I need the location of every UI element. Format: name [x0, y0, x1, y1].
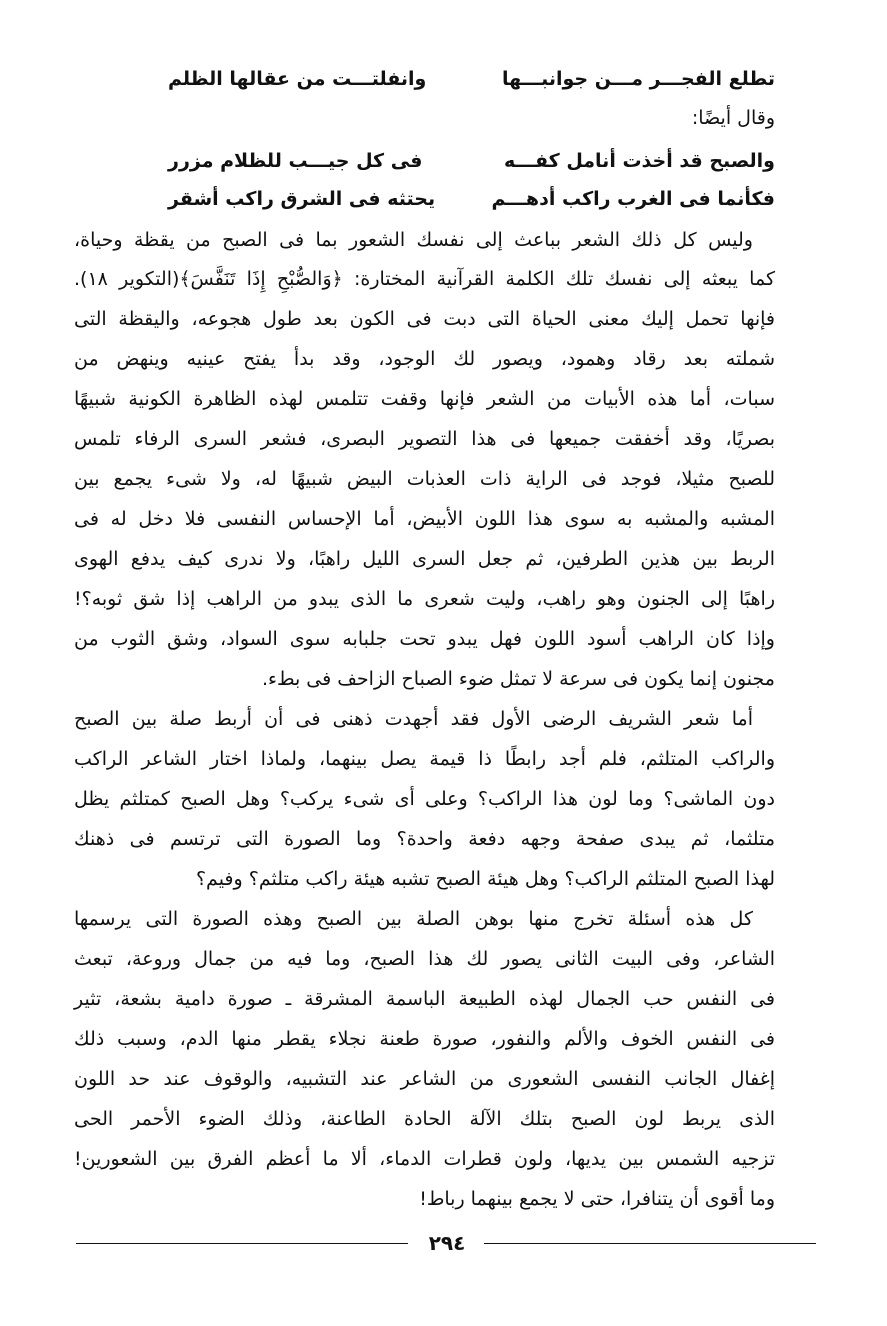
- body-line: سبات، أما هذه الأبيات من الشعر فإنها وقفت تتلمس لهذه الظاهرة الكونية شبيهًا: [74, 388, 775, 410]
- body-line-paragraph-end: وما أقوى أن يتنافرا، حتى لا يجمع بينهما رباط!: [419, 1188, 775, 1210]
- verse-intro-text: وقال أيضًا:: [691, 107, 775, 129]
- body-line: متلثما، ثم يبدى صفحة وجهه دفعة واحدة؟ وما الصورة التى ترتسم فى ذهنك: [74, 828, 775, 850]
- body-line: فإنها تحمل إليك معنى الحياة التى دبت فى الكون بعد طول هجوعه، واليقظة التى: [74, 308, 775, 330]
- body-line: تزجيه الشمس بين يديها، ولون قطرات الدماء، ألا ما أعظم الفرق بين الشعورين!: [74, 1148, 775, 1170]
- verse-line-1: [160, 62, 775, 96]
- body-line: الذى يربط لون الصبح بتلك الآلة الحادة الطاعنة، وذلك الضوء الأحمر الحى: [74, 1108, 775, 1130]
- body-line: الشاعر، وفى البيت الثانى يصور لك هذا الصبح، وما فيه من جمال وروعة، تبعث: [74, 948, 775, 970]
- body-line: وإذا كان الراهب أسود اللون فهل يبدو تحت جلبابه سوى السواد، وشق الثوب من: [74, 628, 775, 650]
- body-line: بصريًا، وقد أخفقت جميعها فى هذا التصوير البصرى، فشعر السرى الرفاء تلمس: [74, 428, 775, 450]
- verse-second-hemistich: فى كل جيـــب للظلام مزرر: [168, 150, 423, 172]
- body-line: دون الماشى؟ وما لون هذا الراكب؟ وعلى أى شىء يركب؟ وهل الصبح كمتلثم يظل: [74, 788, 775, 810]
- verse-first-hemistich: تطلع الفجـــر مـــن جوانبـــها: [501, 68, 775, 90]
- verse-first-hemistich: فكأنما فى الغرب راكب أدهـــم: [491, 188, 775, 210]
- verse-second-hemistich: يحتثه فى الشرق راكب أشقر: [168, 188, 436, 210]
- footer-rule-right: [484, 1243, 816, 1244]
- body-line: شملته بعد رقاد وهمود، ويصور لك الوجود، وقد بدأ يفتح عينيه وينهض من: [74, 348, 775, 370]
- footer-rule-left: [76, 1243, 408, 1244]
- body-line-paragraph-start: كل هذه أسئلة تخرج منها بوهن الصلة بين الصبح وهذه الصورة التى يرسمها: [74, 908, 753, 930]
- body-line: إغفال الجانب النفسى الشعورى من الشاعر عند التشبيه، والوقوف عند حد اللون: [74, 1068, 775, 1090]
- body-line: راهبًا إلى الجنون وهو راهب، وليت شعرى ما الذى يبدو من الراهب إذا شق ثوبه؟!: [74, 588, 775, 610]
- body-line: فى النفس حب الجمال لهذه الطبيعة الباسمة المشرقة ـ صورة دامية بشعة، تثير: [74, 988, 775, 1010]
- body-line-paragraph-end: لهذا الصبح المتلثم الراكب؟ وهل هيئة الصبح تشبه هيئة راكب متلثم؟ وفيم؟: [195, 868, 775, 890]
- body-line: والراكب المتلثم، فلم أجد رابطًا ذا قيمة يصل بينهما، ولماذا اختار الشاعر الراكب: [74, 748, 775, 770]
- body-line-paragraph-end: مجنون إنما يكون فى سرعة لا تمثل ضوء الصباح الزاحف فى بطء.: [261, 668, 775, 690]
- verse-first-hemistich: والصبح قد أخذت أنامل كفـــه: [503, 150, 775, 172]
- body-line-quran-quote: كما يبعثه إلى نفسك تلك الكلمة القرآنية المختارة: ﴿وَالصُّبْحِ إِذَا تَنَفَّسَ﴾(التكوير ١٨).: [74, 268, 775, 290]
- page-number: ٢٩٤: [428, 1231, 466, 1255]
- body-line: فى النفس الخوف والألم والنفور، صورة طعنة نجلاء يقطر منها الدم، وسبب ذلك: [74, 1028, 775, 1050]
- body-line: للصبح مثيلا، فوجد فى الراية ذات العذبات البيض شبيهًا له، ولا شىء يجمع بين: [74, 468, 775, 490]
- body-line: وليس كل ذلك الشعر بباعث إلى نفسك الشعور بما فى الصبح من يقظة وحياة،: [74, 229, 753, 251]
- body-line: المشبه والمشبه به سوى هذا اللون الأبيض، أما الإحساس النفسى فلا دخل له فى: [74, 508, 775, 530]
- verse-line-3: [160, 182, 775, 216]
- body-line-paragraph-start: أما شعر الشريف الرضى الأول فقد أجهدت ذهنى فى أن أربط صلة بين الصبح: [74, 708, 753, 730]
- verse-intro-line: [160, 101, 775, 135]
- body-line: الربط بين هذين الطرفين، ثم جعل السرى الليل راهبًا، ولا ندرى كيف يدفع الهوى: [74, 548, 775, 570]
- verse-line-2: [160, 144, 775, 178]
- verse-second-hemistich: وانفلتـــت من عقالها الظلم: [168, 68, 427, 90]
